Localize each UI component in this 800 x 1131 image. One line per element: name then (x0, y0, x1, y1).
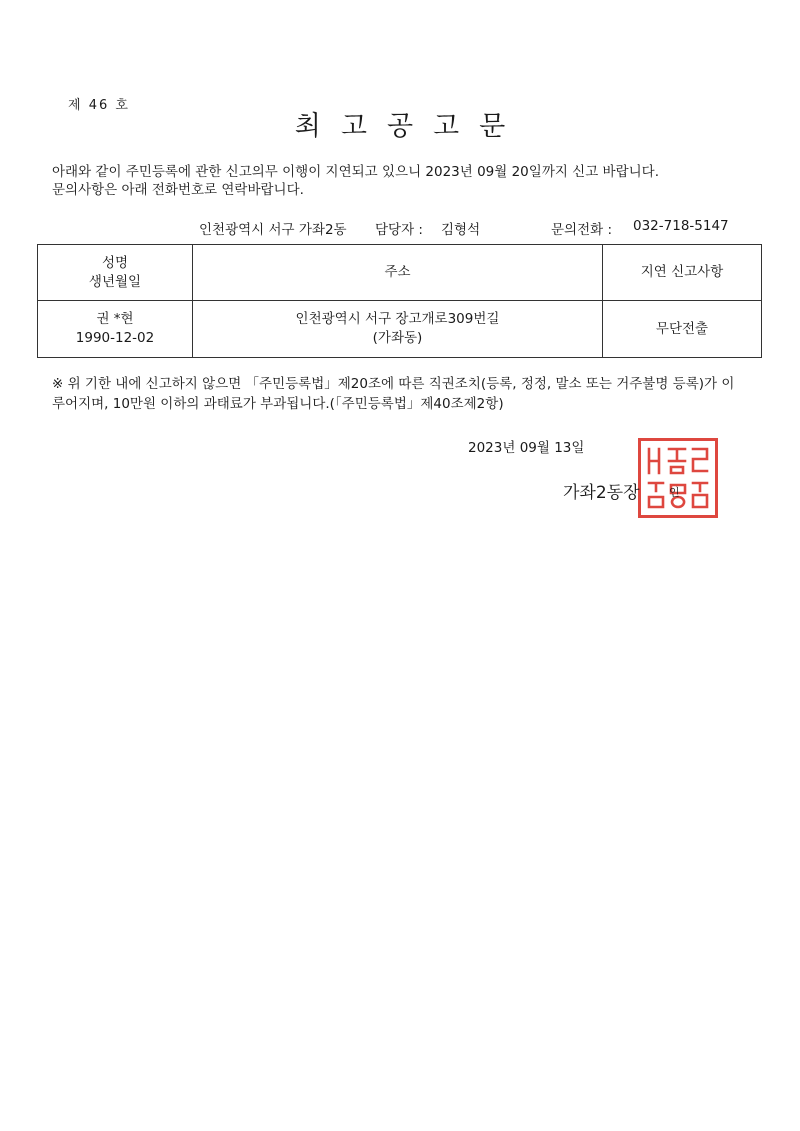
footnote (52, 374, 734, 414)
intro-line-1: 아래와 같이 주민등록에 관한 신고의무 이행이 지연되고 있으니 2023년 09월 20일까지 신고 바랍니다. (52, 164, 660, 180)
cell-address-line-2: (가좌동) (372, 330, 423, 346)
header-name: 성명 (101, 254, 129, 271)
cell-report: 무단전출 (603, 301, 762, 358)
table-row (38, 301, 762, 358)
header-name-birth (38, 245, 193, 301)
footnote-line-1: ※ 위 기한 내에 신고하지 않으면 「주민등록법」제20조에 따른 직권조치(등록, 정정, 말소 또는 거주불명 등록)가 이 (52, 376, 735, 392)
cell-address (193, 301, 603, 358)
header-report: 지연 신고사항 (603, 245, 762, 301)
signer-title: 가좌2동장 (563, 483, 640, 503)
official-seal-stamp (638, 438, 718, 518)
contact-manager-label: 담당자 : (375, 222, 423, 238)
seal-glyph-pattern (641, 441, 715, 515)
contact-phone: 032-718-5147 (633, 218, 729, 234)
contact-office: 인천광역시 서구 가좌2동 (199, 222, 347, 238)
contact-manager-name: 김형석 (441, 222, 481, 238)
document-number: 제 46 호 (68, 98, 130, 113)
notice-table (37, 244, 762, 358)
header-address: 주소 (193, 245, 603, 301)
table-header-row (38, 245, 762, 301)
cell-name-birth (38, 301, 193, 358)
seal-mark: 인 (669, 486, 680, 499)
cell-address-line-1: 인천광역시 서구 장고개로309번길 (295, 311, 500, 327)
contact-phone-label: 문의전화 : (551, 222, 613, 238)
cell-birth: 1990-12-02 (75, 330, 155, 346)
header-birth: 생년월일 (88, 273, 142, 290)
intro-line-2: 문의사항은 아래 전화번호로 연락바랍니다. (52, 182, 304, 198)
document-title: 최고공고문 (294, 111, 526, 142)
cell-name: 권 *현 (96, 311, 134, 327)
issue-date: 2023년 09월 13일 (468, 440, 585, 456)
footnote-line-2: 루어지며, 10만원 이하의 과태료가 부과됩니다.(「주민등록법」제40조제2항) (52, 396, 504, 412)
intro-text (52, 163, 659, 199)
